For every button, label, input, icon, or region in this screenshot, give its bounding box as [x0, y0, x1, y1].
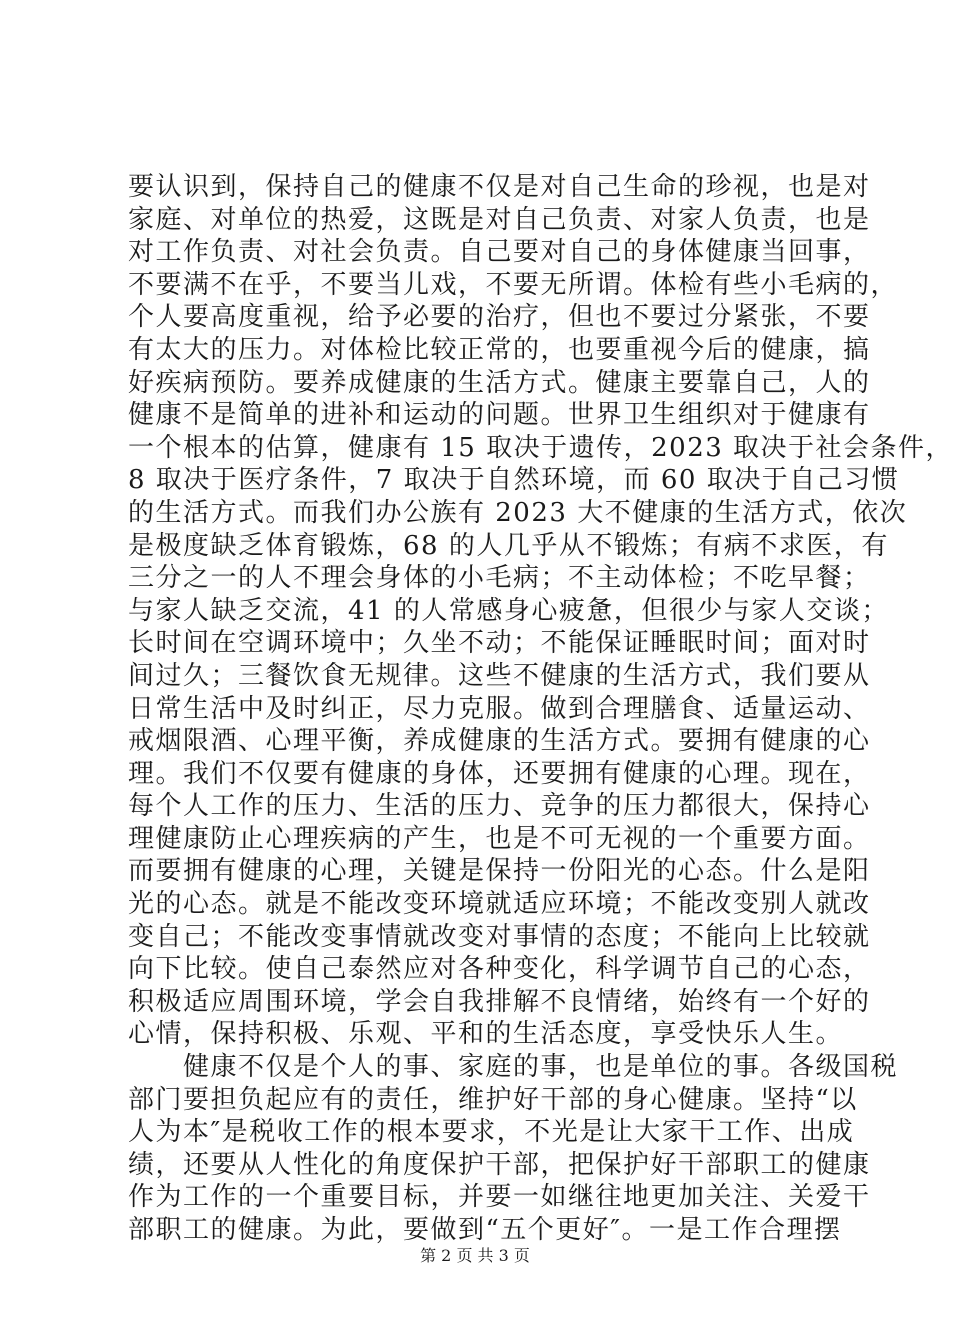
text-line: 变自己；不能改变事情就改变对事情的态度；不能向上比较就: [128, 921, 871, 952]
text-line: 戒烟限酒、心理平衡，养成健康的生活方式。要拥有健康的心: [128, 726, 871, 757]
page-footer: 第 2 页 共 3 页: [420, 1246, 530, 1265]
text-line: 理。我们不仅要有健康的身体，还要拥有健康的心理。现在，: [128, 758, 871, 789]
text-line: 部门要担负起应有的责任，维护好干部的身心健康。坚持“以: [128, 1084, 858, 1115]
text-line: 个人要高度重视，给予必要的治疗，但也不要过分紧张，不要: [128, 302, 871, 333]
body-text: [128, 171, 953, 1247]
text-line: 理健康防止心理疾病的产生，也是不可无视的一个重要方面。: [128, 823, 871, 854]
text-line: 要认识到，保持自己的健康不仅是对自己生命的珍视，也是对: [128, 172, 871, 202]
text-line: 不要满不在乎，不要当儿戏，不要无所谓。体检有些小毛病的，: [128, 269, 899, 300]
text-line: 间过久；三餐饮食无规律。这些不健康的生活方式，我们要从: [128, 660, 871, 691]
text-line: 一个根本的估算，健康有 15 取决于遗传，2023 取决于社会条件，: [128, 432, 953, 463]
text-line: 绩，还要从人性化的角度保护干部，把保护好干部职工的健康: [128, 1149, 871, 1180]
text-line: 长时间在空调环境中；久坐不动；不能保证睡眠时间；面对时: [128, 628, 871, 659]
text-line: 的生活方式。而我们办公族有 2023 大不健康的生活方式，依次: [128, 497, 908, 528]
text-line: 8 取决于医疗条件，7 取决于自然环境，而 60 取决于自己习惯: [128, 465, 900, 496]
text-line: 心情，保持积极、乐观、平和的生活态度，享受快乐人生。: [128, 1019, 844, 1050]
text-line: 光的心态。就是不能改变环境就适应环境；不能改变别人就改: [128, 889, 871, 920]
text-line: 是极度缺乏体育锻炼，68 的人几乎从不锻炼；有病不求医，有: [128, 530, 889, 561]
text-line: 健康不仅是个人的事、家庭的事，也是单位的事。各级国税: [128, 1052, 899, 1083]
text-line: 向下比较。使自己泰然应对各种变化，科学调节自己的心态，: [128, 954, 871, 985]
text-line: 与家人缺乏交流，41 的人常感身心疲惫，但很少与家人交谈；: [128, 595, 889, 626]
text-line: 人为本″是税收工作的根本要求，不光是让大家干工作、出成: [128, 1117, 855, 1148]
text-line: 健康不是简单的进补和运动的问题。世界卫生组织对于健康有: [128, 400, 871, 431]
text-line: 好疾病预防。要养成健康的生活方式。健康主要靠自己，人的: [128, 367, 871, 398]
text-line: 部职工的健康。为此，要做到“五个更好″。一是工作合理摆: [128, 1215, 842, 1245]
text-line: 对工作负责、对社会负责。自己要对自己的身体健康当回事，: [128, 237, 871, 268]
text-line: 作为工作的一个重要目标，并要一如继往地更加关注、关爱干: [128, 1182, 871, 1213]
text-line: 家庭、对单位的热爱，这既是对自己负责、对家人负责，也是: [128, 204, 871, 235]
text-line: 而要拥有健康的心理，关键是保持一份阳光的心态。什么是阳: [128, 856, 871, 887]
text-line: 积极适应周围环境，学会自我排解不良情绪，始终有一个好的: [128, 986, 871, 1017]
text-line: 三分之一的人不理会身体的小毛病；不主动体检；不吃早餐；: [128, 563, 871, 594]
text-line: 日常生活中及时纠正，尽力克服。做到合理膳食、适量运动、: [128, 693, 871, 724]
text-line: 每个人工作的压力、生活的压力、竞争的压力都很大，保持心: [128, 791, 871, 822]
text-line: 有太大的压力。对体检比较正常的，也要重视今后的健康，搞: [128, 334, 871, 365]
